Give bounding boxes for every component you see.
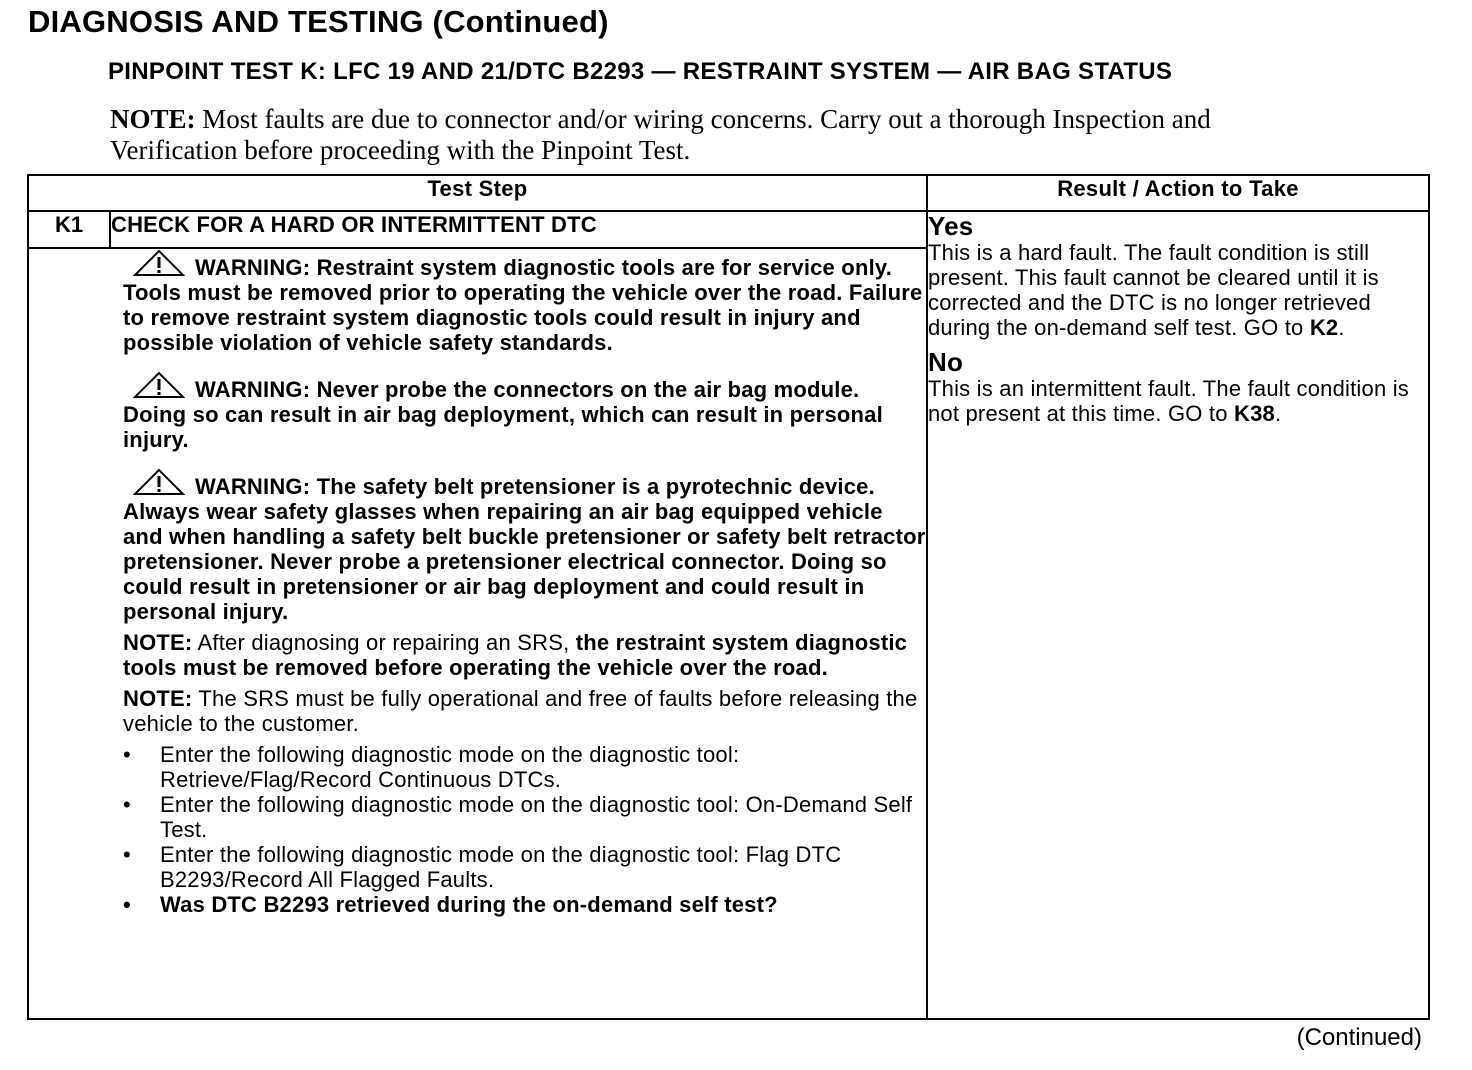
warning-triangle-icon [133, 249, 185, 277]
result-no-text [928, 376, 1428, 426]
note-srs-tools [123, 630, 926, 680]
note-srs-operational-text: The SRS must be fully operational and free of faults before releasing the vehicle to the customer. [123, 686, 918, 736]
continued-label: (Continued) [1296, 1024, 1422, 1051]
warning-3 [123, 468, 926, 624]
table-header-row [28, 175, 1429, 211]
result-no-end: . [1274, 401, 1282, 426]
warning-triangle-icon [133, 371, 185, 399]
intro-note-label: NOTE: [110, 104, 196, 134]
step-name: CHECK FOR A HARD OR INTERMITTENT DTC [110, 211, 927, 248]
note-srs-operational [123, 686, 926, 736]
question-text: Was DTC B2293 retrieved during the on-demand self test? [160, 892, 778, 917]
result-yes-body: This is a hard fault. The fault condition is still present. This fault cannot be cleared until it is corrected and the DTC is no longer retrieved during the on-demand self test. GO to [928, 240, 1379, 340]
list-item-question [123, 892, 926, 917]
result-yes-end: . [1338, 315, 1345, 340]
header-test-step: Test Step [28, 175, 927, 211]
warning-1-text: WARNING: Restraint system diagnostic tools are for service only. Tools must be removed prior to operating the vehicle over the road. Failure to remove restraint system diagnostic tools could result in injury and possible violation of vehicle safety standards. [123, 255, 923, 355]
page-title: DIAGNOSIS AND TESTING (Continued) [28, 4, 609, 39]
result-yes-text [928, 240, 1428, 340]
step-body [28, 248, 927, 1019]
warning-triangle-icon [133, 468, 185, 496]
pinpoint-test-table [27, 174, 1430, 1020]
result-no-label: No [928, 347, 964, 377]
step-id: K1 [28, 211, 110, 248]
list-item [123, 742, 926, 792]
intro-note-text: Most faults are due to connector and/or wiring concerns. Carry out a thorough Inspection and Verification before proceeding with the Pinpoint Test. [110, 104, 1211, 165]
list-item-text: Enter the following diagnostic mode on the diagnostic tool: Retrieve/Flag/Record Continuous DTCs. [160, 742, 740, 792]
result-cell [927, 211, 1429, 1019]
bullet: • [123, 892, 131, 917]
intro-note [110, 104, 1310, 166]
warning-2-text: WARNING: Never probe the connectors on the air bag module. Doing so can result in air bag deployment, which can result in personal injury. [123, 377, 883, 452]
result-no-body: This is an intermittent fault. The fault condition is not present at this time. GO to [928, 376, 1409, 426]
list-item-text: Enter the following diagnostic mode on the diagnostic tool: Flag DTC B2293/Record All Flagged Faults. [160, 842, 842, 892]
note-srs-operational-label: NOTE: [123, 686, 193, 711]
result-yes-goto: K2 [1309, 315, 1339, 340]
list-item [123, 792, 926, 842]
warning-1 [123, 249, 926, 355]
warning-2 [123, 371, 926, 452]
bullet: • [123, 742, 131, 767]
warning-3-text: WARNING: The safety belt pretensioner is a pyrotechnic device. Always wear safety glasses when repairing an air bag equipped vehicle and when handling a safety belt buckle pretensioner or safety belt retractor pretensioner. Never probe a pretensioner electrical connector. Doing so could result in pretensioner or air bag deployment and could result in personal injury. [123, 474, 926, 624]
step-instructions-list [123, 742, 926, 917]
result-no-goto: K38 [1233, 401, 1275, 426]
bullet: • [123, 792, 131, 817]
list-item [123, 842, 926, 892]
pinpoint-test-title: PINPOINT TEST K: LFC 19 AND 21/DTC B2293 — RESTRAINT SYSTEM — AIR BAG STATUS [108, 58, 1173, 85]
note-srs-tools-label: NOTE: [123, 630, 193, 655]
list-item-text: Enter the following diagnostic mode on the diagnostic tool: On-Demand Self Test. [160, 792, 913, 842]
bullet: • [123, 842, 131, 867]
result-yes-label: Yes [928, 211, 974, 241]
step-title-row [28, 211, 1429, 248]
note-srs-tools-text: After diagnosing or repairing an SRS, [192, 630, 576, 655]
note-srs-tools-bold: the restraint system diagnostic tools must be removed before operating the vehicle over the road. [123, 630, 908, 680]
header-result-action: Result / Action to Take [927, 175, 1429, 211]
